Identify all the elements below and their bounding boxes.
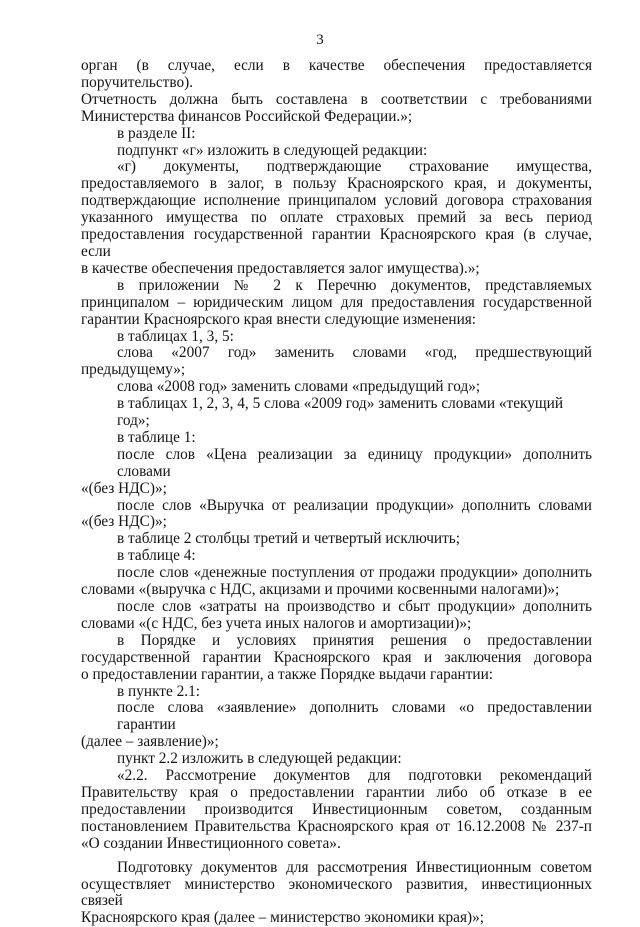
text-line: «О создании Инвестиционного совета». [81, 834, 341, 852]
text-line: в пункте 2.1: [117, 682, 200, 700]
text-line: осуществляет министерство экономического развития, инвестиционных связей [81, 875, 592, 910]
text-line: Подготовку документов для рассмотрения Инвестиционным советом [117, 858, 592, 876]
text-line: словами «(выручка с НДС, акцизами и прочими косвенными налогами)»; [81, 581, 560, 599]
text-line: государственной гарантии Красноярского края и заключения договора [81, 648, 592, 666]
text-line: после слов «Выручка от реализации продукции» дополнить словами [117, 496, 592, 514]
text-line: в таблице 2 столбцы третий и четвертый исключить; [117, 530, 461, 548]
text-line: после слов «затраты на производство и сбыт продукции» дополнить [117, 598, 592, 615]
text-line: подтверждающие исполнение принципалом условий договора страхования [81, 192, 592, 210]
text-line: постановлением Правительства Красноярского края от 16.12.2008 № 237-п [81, 817, 592, 835]
text-line: подпункт «г» изложить в следующей редакции: [117, 141, 428, 159]
text-line: в таблице 1: [117, 428, 196, 446]
text-line: предоставлении производится Инвестиционным советом, созданным [81, 800, 592, 818]
text-line: орган (в случае, если в качестве обеспечения предоставляется поручительство). [81, 57, 592, 91]
text-line: предоставляемого в залог, в пользу Красноярского края, и документы, [81, 175, 592, 193]
text-line: Отчетность должна быть составлена в соответствии с требованиями [81, 90, 592, 108]
text-line: в Порядке и условиях принятия решения о предоставлении [117, 631, 592, 649]
text-line: предоставления государственной гарантии Красноярского края (в случае, если [81, 226, 592, 260]
text-line: Красноярского края (далее – министерство экономики края)»; [81, 909, 484, 927]
text-line: в качестве обеспечения предоставляется залог имущества).»; [81, 259, 480, 277]
text-line: в таблицах 1, 3, 5: [117, 327, 234, 345]
text-line: (далее – заявление)»; [81, 733, 219, 751]
text-line: в таблицах 1, 2, 3, 4, 5 слова «2009 год» заменить словами «текущий год»; [117, 395, 564, 430]
text-line: указанного имущества по оплате страховых премий за весь период [81, 209, 592, 227]
text-line: гарантии Красноярского края внести следующие изменения: [81, 310, 477, 328]
text-line: слова «2008 год» заменить словами «предыдущий год»; [117, 378, 481, 396]
text-line: словами «(с НДС, без учета иных налогов и амортизации)»; [81, 614, 472, 632]
text-line: Правительству края о предоставлении гарантии либо об отказе в ее [81, 783, 592, 801]
text-line: в разделе II: [117, 124, 196, 142]
text-line: в приложении № 2 к Перечню документов, представляемых [117, 276, 592, 294]
text-line: слова «2007 год» заменить словами «год, предшествующий [117, 344, 592, 362]
text-line: Министерства финансов Российской Федерации.»; [81, 107, 413, 125]
text-line: предыдущему»; [81, 361, 186, 379]
text-line: пункт 2.2 изложить в следующей редакции: [117, 750, 402, 768]
page-number: 3 [316, 32, 324, 48]
text-line: после слова «заявление» дополнить словами «о предоставлении гарантии [117, 699, 592, 734]
text-line: принципалом – юридическим лицом для предоставления государственной [81, 293, 592, 311]
text-line: о предоставлении гарантии, а также Порядке выдачи гарантии: [81, 665, 494, 683]
document-body [81, 58, 592, 927]
text-line: «(без НДС)»; [81, 513, 167, 531]
text-line: после слов «Цена реализации за единицу продукции» дополнить словами [117, 445, 592, 480]
text-line: «г) документы, подтверждающие страхование имущества, [117, 158, 592, 176]
text-line: в таблице 4: [117, 547, 196, 565]
text-line: «(без НДС)»; [81, 479, 167, 497]
text-line: после слов «денежные поступления от продажи продукции» дополнить [117, 564, 592, 582]
text-line: «2.2. Рассмотрение документов для подготовки рекомендаций [117, 767, 592, 785]
